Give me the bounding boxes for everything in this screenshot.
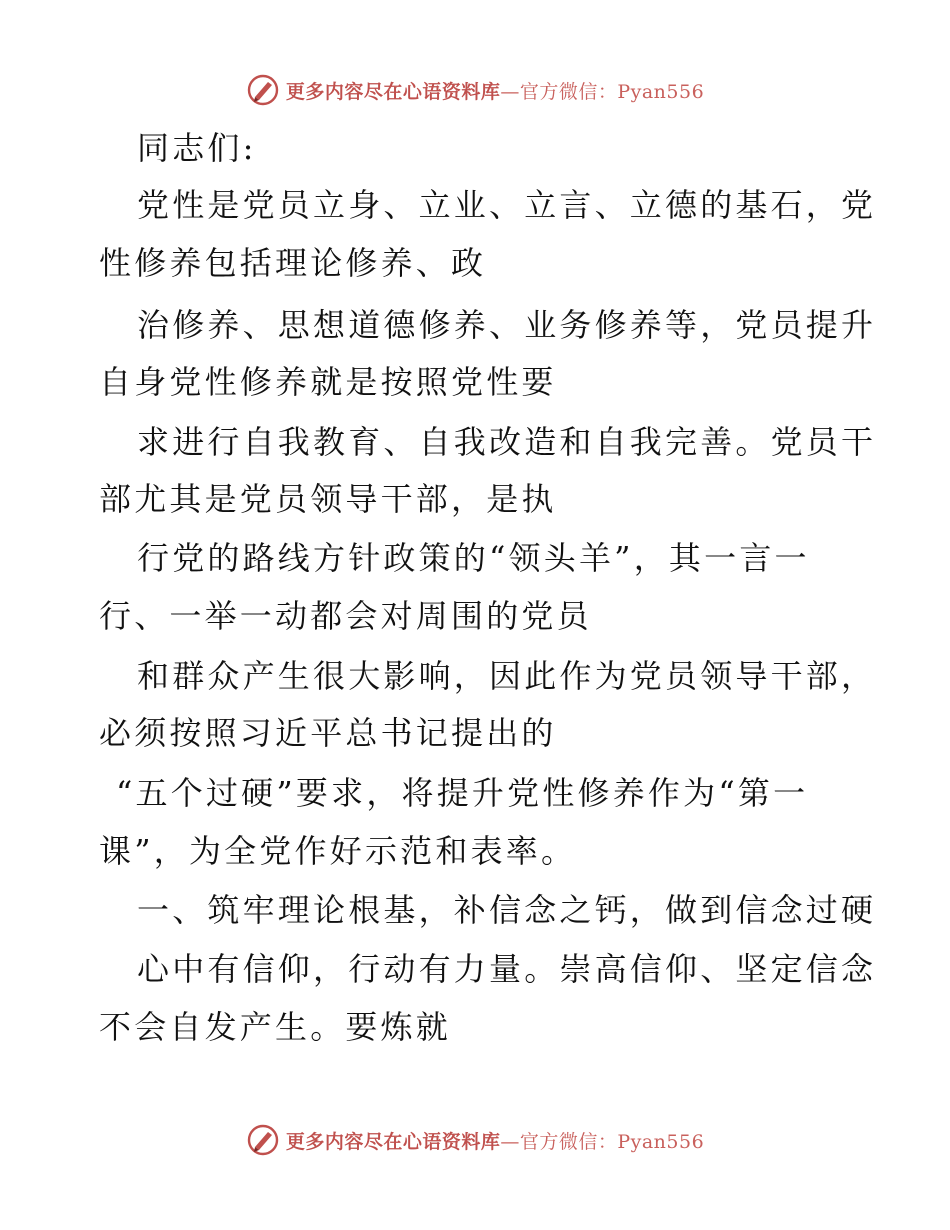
watermark-text: 更多内容尽在心语资料库—官方微信：Pyan556 <box>285 80 705 103</box>
section-heading: 一、筑牢理论根基，补信念之钙，做到信念过硬 <box>137 891 877 929</box>
text-line: 不会自发产生。要炼就 <box>99 1008 452 1046</box>
text-line: 部尤其是党员领导干部，是执 <box>99 480 557 518</box>
text-line: 求进行自我教育、自我改造和自我完善。党员干 <box>137 423 877 461</box>
text-line: 行党的路线方针政策的“领头羊”，其一言一 <box>137 539 810 577</box>
text-line: 课”，为全党作好示范和表率。 <box>99 832 577 870</box>
text-line: 性修养包括理论修养、政 <box>99 244 487 282</box>
text-line: 心中有信仰，行动有力量。崇高信仰、坚定信念 <box>137 950 877 988</box>
text-line: 和群众产生很大影响，因此作为党员领导干部， <box>137 657 877 695</box>
text-line: 自身党性修养就是按照党性要 <box>99 363 557 401</box>
pen-logo-icon <box>246 1123 280 1157</box>
text-line: “五个过硬”要求，将提升党性修养作为“第一 <box>116 774 809 812</box>
pen-logo-icon <box>246 73 280 107</box>
header-watermark-banner <box>0 70 950 110</box>
text-line: 行、一举一动都会对周围的党员 <box>99 597 592 635</box>
footer-watermark-banner <box>0 1120 950 1160</box>
text-line: 必须按照习近平总书记提出的 <box>99 714 557 752</box>
watermark-text: 更多内容尽在心语资料库—官方微信：Pyan556 <box>285 1130 705 1153</box>
salutation-line: 同志们: <box>137 129 257 167</box>
text-line: 党性是党员立身、立业、立言、立德的基石，党 <box>137 186 877 224</box>
text-line: 治修养、思想道德修养、业务修养等，党员提升 <box>137 306 877 344</box>
